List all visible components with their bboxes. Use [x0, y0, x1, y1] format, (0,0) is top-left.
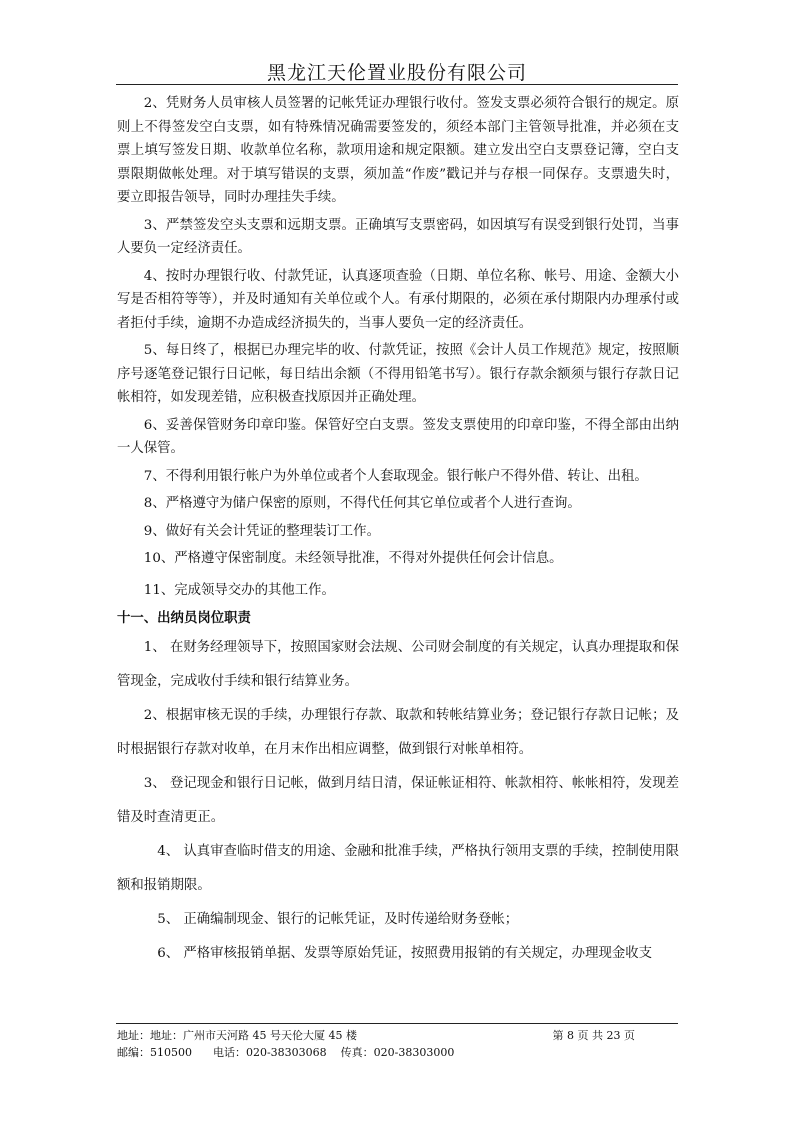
footer-divider	[116, 1023, 678, 1024]
section-item: 5、 正确编制现金、银行的记帐凭证，及时传递给财务登帐；	[157, 911, 519, 927]
page-footer	[117, 1027, 679, 1061]
paragraph: 11、完成领导交办的其他工作。	[143, 582, 335, 598]
section-heading: 十一、出纳员岗位职责	[117, 611, 251, 626]
section-item: 6、 严格审核报销单据、发票等原始凭证，按照费用报销的有关规定，办理现金收支	[157, 945, 653, 961]
footer-row	[117, 1027, 679, 1044]
document-body	[117, 92, 679, 971]
footer-row	[117, 1044, 679, 1061]
header-divider	[116, 84, 678, 85]
paragraph: 5、每日终了，根据已办理完毕的收、付款凭证，按照《会计人员工作规范》规定，按照顺序号逐笔登记银行日记帐，每日结出余额（不得用铅笔书写）。银行存款余额须与银行存款日记帐相符，如发现差错，应积极查找原因并正确处理。	[117, 343, 679, 405]
section-item: 2、根据审核无误的手续，办理银行存款、取款和转帐结算业务；登记银行存款日记帐；及时根据银行存款对收单，在月末作出相应调整，做到银行对帐单相符。	[117, 707, 679, 757]
paragraph: 6、妥善保管财务印章印鉴。保管好空白支票。签发支票使用的印章印鉴，不得全部由出纳一人保管。	[117, 417, 679, 456]
paragraph: 3、严禁签发空头支票和远期支票。正确填写支票密码，如因填写有误受到银行处罚，当事人要负一定经济责任。	[117, 217, 679, 256]
paragraph: 2、凭财务人员审核人员签署的记帐凭证办理银行收付。签发支票必须符合银行的规定。原则上不得签发空白支票，如有特殊情况确需要签发的，须经本部门主管领导批准，并必须在支票上填写签发日期、收款单位名称，款项用途和规定限额。建立发出空白支票登记簿，空白支票限期做帐处理。对于填写错误的支票，须加盖“作废”戳记并与存根一同保存。支票遗失时，要立即报告领导，同时办理挂失手续。	[117, 96, 679, 205]
footer-address: 地址：地址：广州市天河路 45 号天伦大厦 45 楼	[117, 1029, 357, 1042]
company-header: 黑龙江天伦置业股份有限公司	[266, 62, 527, 84]
page-number: 第 8 页 共 23 页	[552, 1029, 635, 1042]
section-item: 1、 在财务经理领导下，按照国家财会法规、公司财会制度的有关规定，认真办理提取和保管现金，完成收付手续和银行结算业务。	[117, 639, 679, 689]
paragraph: 4、按时办理银行收、付款凭证，认真逐项查验（日期、单位名称、帐号、用途、金额大小写是否相符等等），并及时通知有关单位或个人。有承付期限的，必须在承付期限内办理承付或者拒付手续，逾期不办造成经济损失的，当事人要负一定的经济责任。	[117, 268, 679, 331]
paragraph: 8、严格遵守为储户保密的原则，不得代任何其它单位或者个人进行查询。	[143, 496, 581, 511]
paragraph: 7、不得利用银行帐户为外单位或者个人套取现金。银行帐户不得外借、转让、出租。	[143, 468, 648, 484]
section-item: 4、 认真审查临时借支的用途、金融和批准手续，严格执行领用支票的手续，控制使用限额和报销期限。	[117, 843, 679, 893]
paragraph: 10、严格遵守保密制度。未经领导批准，不得对外提供任何会计信息。	[143, 551, 563, 566]
section-item: 3、 登记现金和银行日记帐，做到月结日清，保证帐证相符、帐款相符、帐帐相符，发现差错及时查清更正。	[117, 775, 679, 825]
footer-contact: 邮编：510500 电话：020-38303068 传真：020-38303000	[117, 1046, 455, 1059]
paragraph: 9、做好有关会计凭证的整理装订工作。	[143, 523, 380, 539]
